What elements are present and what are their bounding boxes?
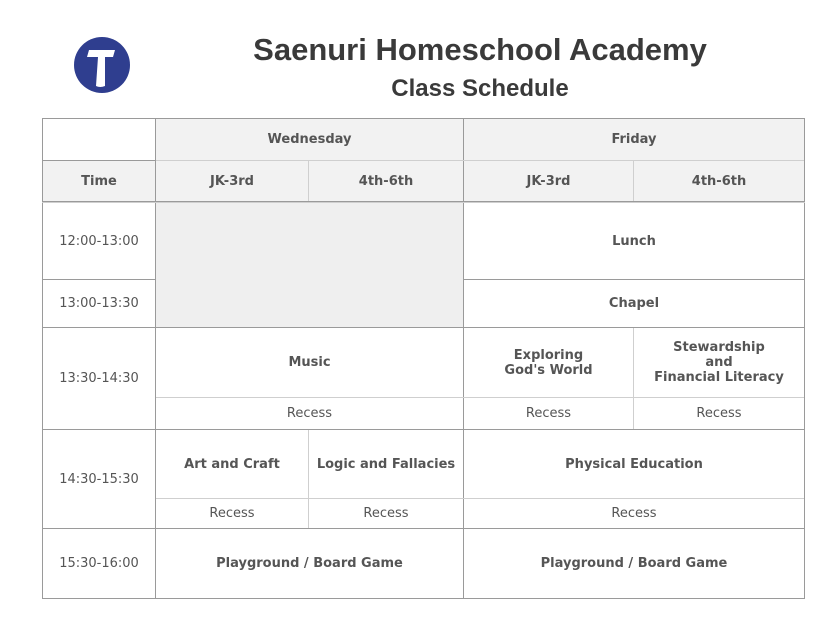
divider — [42, 118, 43, 599]
recess-cell: Recess — [286, 405, 333, 421]
divider — [42, 598, 805, 599]
divider — [156, 160, 804, 161]
divider — [42, 429, 805, 430]
group-wed-jk3: JK-3rd — [156, 161, 308, 201]
group-fri-4-6: 4th-6th — [634, 161, 804, 201]
divider — [308, 430, 309, 528]
group-fri-jk3: JK-3rd — [464, 161, 633, 201]
playground-wed-cell: Playground / Board Game — [216, 556, 403, 571]
recess-cell: Recess — [611, 506, 657, 521]
recess-cell: Recess — [696, 405, 742, 421]
time-slot: 14:30-15:30 — [59, 471, 139, 487]
day-wednesday: Wednesday — [156, 119, 463, 160]
divider — [633, 161, 634, 201]
divider — [463, 118, 464, 599]
chapel-cell: Chapel — [608, 296, 660, 311]
divider — [308, 161, 309, 201]
page-title: Saenuri Homeschool Academy — [253, 32, 707, 67]
playground-fri-cell: Playground / Board Game — [540, 556, 728, 571]
empty-block — [156, 203, 463, 327]
time-slot: 12:00-13:00 — [59, 233, 139, 249]
divider — [804, 118, 805, 599]
recess-cell: Recess — [209, 506, 255, 521]
stewardship-cell: Stewardship and Financial Literacy — [654, 340, 784, 385]
divider — [43, 279, 155, 280]
divider — [633, 328, 634, 429]
time-slot: 15:30-16:00 — [59, 556, 139, 571]
divider — [156, 397, 804, 398]
recess-cell: Recess — [363, 506, 409, 521]
divider — [42, 327, 805, 328]
divider — [43, 160, 155, 161]
group-wed-4-6: 4th-6th — [309, 161, 463, 201]
page-subtitle: Class Schedule — [391, 75, 569, 102]
divider — [42, 118, 805, 119]
divider — [42, 528, 805, 529]
exploring-cell: Exploring God's World — [504, 347, 593, 378]
time-slot: 13:30-14:30 — [59, 371, 139, 386]
time-header: Time — [43, 161, 155, 201]
pe-cell: Physical Education — [565, 456, 703, 472]
logic-cell: Logic and Fallacies — [316, 456, 456, 472]
divider — [42, 202, 805, 203]
day-friday: Friday — [464, 119, 804, 160]
art-cell: Art and Craft — [184, 456, 280, 472]
music-cell: Music — [288, 355, 331, 370]
recess-cell: Recess — [525, 405, 572, 421]
divider — [156, 498, 804, 499]
time-slot: 13:00-13:30 — [59, 296, 139, 311]
divider — [155, 118, 156, 599]
divider — [464, 279, 804, 280]
lunch-cell: Lunch — [612, 233, 656, 249]
